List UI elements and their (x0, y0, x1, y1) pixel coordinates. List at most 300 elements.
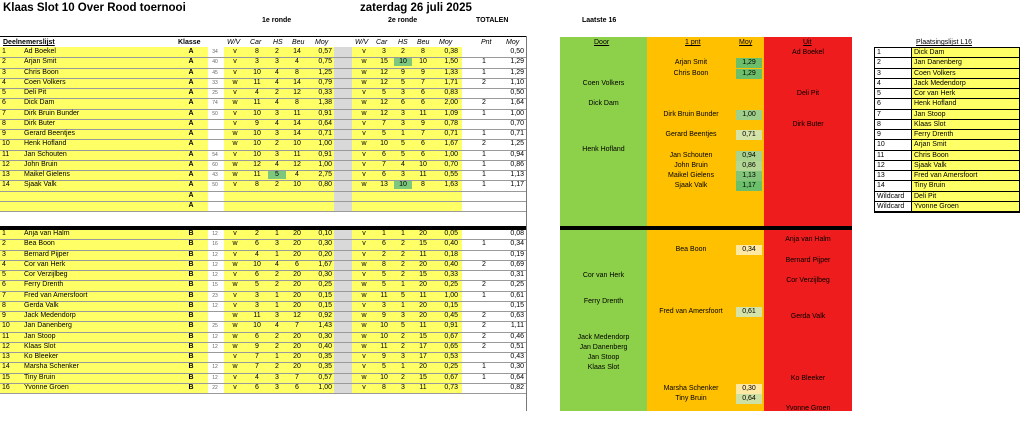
klasse-value: B (188, 281, 194, 289)
r2-cell: 5 (401, 78, 405, 86)
onepnt-moy: 0,61 (736, 307, 762, 317)
r1-cell: 10 (253, 322, 261, 330)
uit-name: Cor Verzijlbeg (786, 277, 830, 285)
plaats-name: Ferry Drenth (914, 131, 954, 138)
r1-cell: 4 (275, 160, 279, 168)
col-moy-1: Moy (315, 39, 329, 46)
r2-cell: 5 (382, 281, 386, 289)
r1-cell: 20 (293, 353, 301, 360)
r1-cell: 0,57 (318, 373, 332, 381)
r1-cell: 5 (255, 281, 259, 289)
door-name: Jan Stoop (587, 354, 620, 361)
klasse-value: B (188, 230, 194, 237)
r1-cell: 4 (255, 373, 259, 381)
r1-cell: 0,79 (318, 78, 332, 86)
r2-cell: 6 (382, 171, 386, 178)
r1-cell: v (233, 58, 237, 66)
row-number: 4 (2, 260, 6, 268)
r1-cell: 20 (293, 342, 301, 350)
te-maken-value: 50 (212, 110, 218, 117)
r1-cell: 11 (253, 78, 261, 86)
r2-cell: 20 (419, 230, 427, 237)
total-moy-value: 0,50 (510, 48, 524, 55)
plaats-rank: Wildcard (877, 202, 905, 210)
participant-name: Klaas Slot (24, 342, 56, 350)
r2-cell: 5 (382, 271, 386, 278)
plaats-rank: 14 (877, 182, 885, 190)
r2-cell: 0,05 (444, 230, 458, 237)
r2-cell: 0,67 (444, 332, 458, 340)
door-name: Dick Dam (588, 100, 619, 108)
total-moy-value: 1,25 (510, 140, 524, 148)
r1-cell: 8 (255, 181, 259, 189)
row-number: 3 (2, 68, 6, 76)
r2-cell: 1,63 (444, 181, 458, 189)
total-moy-value: 0,86 (510, 160, 524, 168)
r2-cell: 15 (419, 271, 427, 278)
r2-cell: v (362, 230, 366, 237)
r1-cell: 10 (253, 140, 261, 148)
door-name: Coen Volkers (582, 79, 625, 87)
r1-cell: 4 (275, 322, 279, 330)
r1-cell: w (232, 332, 238, 340)
total-moy-value: 0,30 (510, 363, 524, 371)
participant-name: Tiny Bruin (24, 373, 56, 381)
r2-cell: 12 (380, 78, 388, 86)
r1-cell: 14 (293, 78, 301, 86)
participant-name: Marsha Schenker (24, 363, 79, 371)
te-maken-value: 12 (212, 231, 218, 237)
plaats-rank: 13 (877, 172, 885, 179)
r1-cell: w (232, 160, 238, 168)
r1-cell: 2 (275, 281, 279, 289)
date-title: zaterdag 26 juli 2025 (360, 2, 472, 14)
r1-cell: 0,35 (318, 363, 332, 371)
r2-cell: w (361, 312, 367, 319)
points-value: 1 (482, 373, 486, 381)
r2-cell: 11 (419, 383, 427, 391)
r1-cell: 20 (293, 271, 301, 278)
te-maken-value: 12 (212, 251, 218, 258)
total-moy-value: 1,64 (510, 99, 524, 107)
r2-cell: 11 (419, 291, 427, 299)
plaats-rank: 12 (877, 161, 885, 169)
row-number: 1 (2, 230, 6, 237)
row-number: 10 (2, 140, 10, 148)
r1-cell: w (232, 281, 238, 289)
participant-name: Gerda Valk (24, 301, 59, 309)
participant-name: Dick Dam (24, 99, 55, 107)
r2-cell: 6 (421, 99, 425, 107)
participant-name: Chris Boon (24, 68, 59, 76)
r1-cell: 6 (295, 260, 299, 268)
round2-header: 2e ronde (388, 17, 418, 24)
r1-cell: 11 (293, 150, 301, 158)
r1-cell: 7 (295, 322, 299, 330)
r2-cell: v (362, 363, 366, 371)
col-moy-2: Moy (439, 39, 453, 46)
plaats-name: Jan Danenberg (914, 59, 962, 67)
r2-cell: 5 (382, 89, 386, 96)
participant-name: Bernard Pijper (24, 250, 69, 258)
row-number: 11 (2, 150, 10, 158)
participant-name: Dirk Bruin Bunder (24, 109, 80, 117)
r2-cell: 1,09 (444, 109, 458, 117)
r1-cell: 9 (255, 342, 259, 350)
r1-cell: 1,00 (318, 160, 332, 168)
r2-cell: 12 (380, 109, 388, 117)
r1-cell: 20 (293, 250, 301, 258)
r1-cell: 7 (255, 353, 259, 360)
r2-cell: 0,40 (444, 260, 458, 268)
te-maken-value: 45 (212, 69, 218, 76)
r2-cell: 6 (421, 150, 425, 158)
r2-cell: w (361, 373, 367, 381)
r1-cell: 4 (275, 119, 279, 127)
r2-cell: 6 (382, 240, 386, 248)
r1-cell: v (233, 230, 237, 237)
r2-cell: 11 (380, 342, 388, 350)
r2-cell: w (361, 291, 367, 299)
r1-cell: 1,00 (318, 140, 332, 148)
r2-cell: 8 (382, 383, 386, 391)
col-moy-l16: Moy (739, 39, 753, 46)
r2-cell: 3 (401, 109, 405, 117)
r2-cell: v (362, 89, 366, 96)
total-moy-value: 0,50 (510, 89, 524, 96)
plaats-name: Arjan Smit (914, 141, 947, 149)
r2-cell: 1,33 (444, 68, 458, 76)
r2-cell: 2,00 (444, 99, 458, 107)
col-deelnemerslijst: Deelnemerslijst (3, 39, 55, 46)
klasse-value: B (188, 383, 194, 391)
r1-cell: 3 (275, 383, 279, 391)
klasse-value: B (188, 312, 194, 319)
te-maken-value: 12 (212, 343, 218, 350)
r1-cell: 8 (295, 99, 299, 107)
te-maken-value: 43 (212, 172, 218, 178)
r2-cell: 1 (401, 281, 405, 289)
r1-cell: 1,67 (318, 260, 332, 268)
r1-cell: 3 (275, 109, 279, 117)
row-line (0, 191, 526, 192)
onepnt-moy: 0,34 (736, 245, 762, 255)
r1-cell: 10 (253, 130, 261, 137)
r1-cell: v (233, 353, 237, 360)
r1-cell: w (232, 322, 238, 330)
r2-cell: 0,15 (444, 301, 458, 309)
col-moy-total: Moy (506, 39, 520, 46)
r1-cell: 3 (275, 240, 279, 248)
r2-cell: 1,50 (444, 58, 458, 66)
plaats-name: Sjaak Valk (914, 161, 947, 169)
points-value: 2 (482, 260, 486, 268)
r2-cell: 0,71 (444, 130, 458, 137)
r1-cell: 12 (293, 312, 301, 319)
points-value: 2 (482, 99, 486, 107)
onepnt-name: Maikel Gielens (668, 172, 714, 179)
klasse-value: A (188, 99, 194, 107)
r2-cell: 7 (382, 160, 386, 168)
r2-cell: 2 (382, 250, 386, 258)
points-value: 2 (482, 342, 486, 350)
total-moy-value: 0,46 (510, 332, 524, 340)
r2-cell: 11 (419, 322, 427, 330)
total-moy-value: 0,64 (510, 373, 524, 381)
points-value: 1 (482, 109, 486, 117)
plaats-rank: 5 (877, 90, 881, 97)
r2-cell: 0,83 (444, 89, 458, 96)
r1-cell: v (233, 250, 237, 258)
klasse-value: B (188, 260, 194, 268)
r2-cell: 0,70 (444, 160, 458, 168)
col-klasse: Klasse (178, 39, 201, 46)
uit-name: Gerda Valk (790, 313, 826, 320)
r2-cell: v (362, 119, 366, 127)
r1-cell: 1,00 (318, 383, 332, 391)
r2-cell: 2 (401, 271, 405, 278)
points-value: 1 (482, 150, 486, 158)
r1-cell: v (233, 150, 237, 158)
participant-name: John Bruin (24, 160, 58, 168)
r2-cell: 10 (380, 373, 388, 381)
participant-name: Jan Danenberg (24, 322, 72, 330)
r2-cell: 1,00 (444, 291, 458, 299)
r1-cell: 4 (275, 78, 279, 86)
klasse-value: A (188, 48, 194, 55)
r1-cell: 11 (293, 109, 301, 117)
plaats-rank: Wildcard (877, 192, 905, 200)
onepnt-name: Arjan Smit (674, 59, 708, 67)
total-moy-value: 1,00 (510, 109, 524, 117)
door-name: Ferry Drenth (583, 297, 624, 305)
r2-cell: w (361, 322, 367, 330)
r1-cell: 3 (255, 301, 259, 309)
r2-cell: 15 (419, 332, 427, 340)
r2-cell: 20 (419, 363, 427, 371)
door-name: Henk Hofland (582, 146, 625, 154)
participant-name: Fred van Amersfoort (24, 291, 88, 299)
r2-cell: 1 (401, 301, 405, 309)
last16-header: Laatste 16 (582, 17, 617, 24)
total-moy-value: 0,70 (510, 119, 524, 127)
r2-cell: 1,71 (444, 78, 458, 86)
plaats-name: Jack Medendorp (914, 79, 966, 87)
total-moy-value: 0,61 (510, 291, 524, 299)
r1-cell: 3 (275, 150, 279, 158)
r2-cell: 4 (401, 160, 405, 168)
uit-name: Deli Pit (796, 90, 820, 97)
table-top-border (0, 36, 526, 37)
r2-cell: 6 (382, 150, 386, 158)
r1-cell: 2 (275, 342, 279, 350)
r2-cell: 9 (401, 68, 405, 76)
plaats-name: Fred van Amersfoort (914, 172, 978, 179)
te-maken-value: 74 (212, 100, 218, 107)
r2-cell: 5 (401, 150, 405, 158)
r2-cell: 0,38 (444, 48, 458, 55)
r2-cell: 3 (401, 119, 405, 127)
r1-cell: 10 (253, 109, 261, 117)
onepnt-name: Sjaak Valk (674, 182, 708, 190)
r1-cell: 3 (275, 373, 279, 381)
section-divider (0, 226, 526, 230)
r2-cell: 11 (419, 109, 427, 117)
total-moy-value: 1,13 (510, 171, 524, 178)
r1-cell: 0,33 (318, 89, 332, 96)
klasse-value: A (188, 68, 194, 76)
r2-cell: 1 (382, 230, 386, 237)
r2-cell: 20 (419, 301, 427, 309)
r2-cell: 5 (401, 322, 405, 330)
plaats-rank: 1 (877, 49, 881, 56)
plaats-rank: 9 (877, 131, 881, 138)
onepnt-name: Jan Schouten (669, 151, 713, 159)
r1-cell: 0,25 (318, 281, 332, 289)
r1-cell: 0,40 (318, 342, 332, 350)
r1-cell: w (232, 171, 238, 178)
r1-cell: 4 (295, 58, 299, 66)
r1-cell: 0,20 (318, 250, 332, 258)
r2-cell: 5 (382, 130, 386, 137)
r1-cell: v (233, 373, 237, 381)
r2-cell: 0,25 (444, 363, 458, 371)
uit-name: Ko Bleeker (790, 374, 826, 382)
r1-cell: 3 (255, 291, 259, 299)
total-moy-value: 0,19 (510, 250, 524, 258)
r2-cell: 2 (401, 240, 405, 248)
onepnt-moy: 0,64 (736, 394, 762, 404)
onepnt-moy: 0,94 (736, 151, 762, 161)
klasse-value: B (188, 363, 194, 371)
r2-cell: 5 (382, 363, 386, 371)
r2-cell: 1,00 (444, 150, 458, 158)
klasse-value: A (188, 89, 194, 96)
te-maken-value: 25 (212, 323, 218, 330)
r1-cell: 0,91 (318, 150, 332, 158)
r2-cell: 3 (382, 48, 386, 55)
row-number: 3 (2, 250, 6, 258)
r1-cell: 20 (293, 240, 301, 248)
te-maken-value: 50 (212, 182, 218, 189)
te-maken-value: 12 (212, 364, 218, 371)
r1-cell: 1 (275, 230, 279, 237)
points-value: 1 (482, 130, 486, 137)
r1-cell: 20 (293, 291, 301, 299)
points-value: 2 (482, 78, 486, 86)
uit-name: Bernard Pijper (785, 256, 831, 264)
total-moy-value: 0,63 (510, 312, 524, 319)
row-number: 7 (2, 291, 6, 299)
r1-cell: 2 (275, 363, 279, 371)
points-value: 1 (482, 171, 486, 178)
row-number: 10 (2, 322, 10, 330)
r1-cell: 0,64 (318, 119, 332, 127)
points-value: 2 (482, 140, 486, 148)
r2-cell: 0,65 (444, 342, 458, 350)
r2-cell: 10 (394, 58, 412, 66)
r2-cell: 9 (382, 312, 386, 319)
total-moy-value: 1,11 (510, 322, 524, 330)
participant-name: Ferry Drenth (24, 281, 64, 289)
r1-cell: 6 (255, 332, 259, 340)
r2-cell: 10 (380, 332, 388, 340)
r2-cell: 3 (401, 353, 405, 360)
participant-name: Sjaak Valk (24, 181, 57, 189)
row-number: 13 (2, 171, 10, 178)
participant-name: Anja van Halm (24, 230, 70, 237)
r2-cell: 0,78 (444, 119, 458, 127)
r1-cell: 2,75 (318, 171, 332, 178)
plaats-rank: 8 (877, 120, 881, 128)
plaats-rank: 3 (877, 69, 881, 77)
r2-cell: v (362, 171, 366, 178)
points-value: 1 (482, 181, 486, 189)
r1-cell: 0,10 (318, 230, 332, 237)
r1-cell: 10 (253, 68, 261, 76)
r1-cell: 0,15 (318, 301, 332, 309)
r2-cell: 10 (380, 322, 388, 330)
r2-cell: 20 (419, 260, 427, 268)
r1-cell: 2 (275, 332, 279, 340)
r2-cell: w (361, 140, 367, 148)
r2-cell: 3 (401, 312, 405, 319)
r1-cell: v (233, 48, 237, 55)
door-name: Klaas Slot (587, 364, 620, 372)
r2-cell: v (362, 160, 366, 168)
r1-cell: 7 (295, 373, 299, 381)
row-number: 2 (2, 58, 6, 66)
r2-cell: 13 (380, 181, 388, 189)
onepnt-name: Dirk Bruin Bunder (663, 110, 719, 118)
participant-name: Ko Bleeker (24, 353, 59, 360)
total-moy-value: 1,17 (510, 181, 524, 189)
r1-cell: 10 (253, 150, 261, 158)
r1-cell: 2 (275, 140, 279, 148)
r2-cell: 0,91 (444, 322, 458, 330)
onepnt-moy: 1,00 (736, 110, 762, 120)
r2-cell: v (362, 240, 366, 248)
col-pnt: Pnt (481, 39, 492, 46)
klasse-value: A (188, 119, 194, 127)
klasse-value: A (188, 78, 194, 86)
r2-cell: v (362, 130, 366, 137)
r2-cell: 3 (382, 301, 386, 309)
te-maken-value: 12 (212, 333, 218, 340)
klasse-value: B (188, 332, 194, 340)
plaats-name: Deli Pit (914, 192, 937, 200)
r2-cell: 15 (380, 58, 388, 66)
row-number: 14 (2, 363, 10, 371)
te-maken-value: 16 (212, 241, 218, 248)
klasse-value: B (188, 291, 194, 299)
r2-cell: 11 (380, 291, 388, 299)
points-value: 2 (482, 312, 486, 319)
te-maken-value: 22 (212, 384, 218, 391)
participant-name: Bea Boon (24, 240, 55, 248)
r2-cell: 12 (380, 99, 388, 107)
plaats-rank: 6 (877, 100, 881, 108)
r1-cell: 2 (275, 89, 279, 96)
r1-cell: 3 (275, 312, 279, 319)
col-car-2: Car (376, 39, 388, 46)
total-moy-value: 1,29 (510, 58, 524, 66)
te-maken-value: 23 (212, 292, 218, 299)
participant-name: Coen Volkers (24, 78, 66, 86)
te-maken-value: 54 (212, 151, 218, 158)
row-line (0, 393, 526, 394)
r2-cell: 8 (421, 181, 425, 189)
